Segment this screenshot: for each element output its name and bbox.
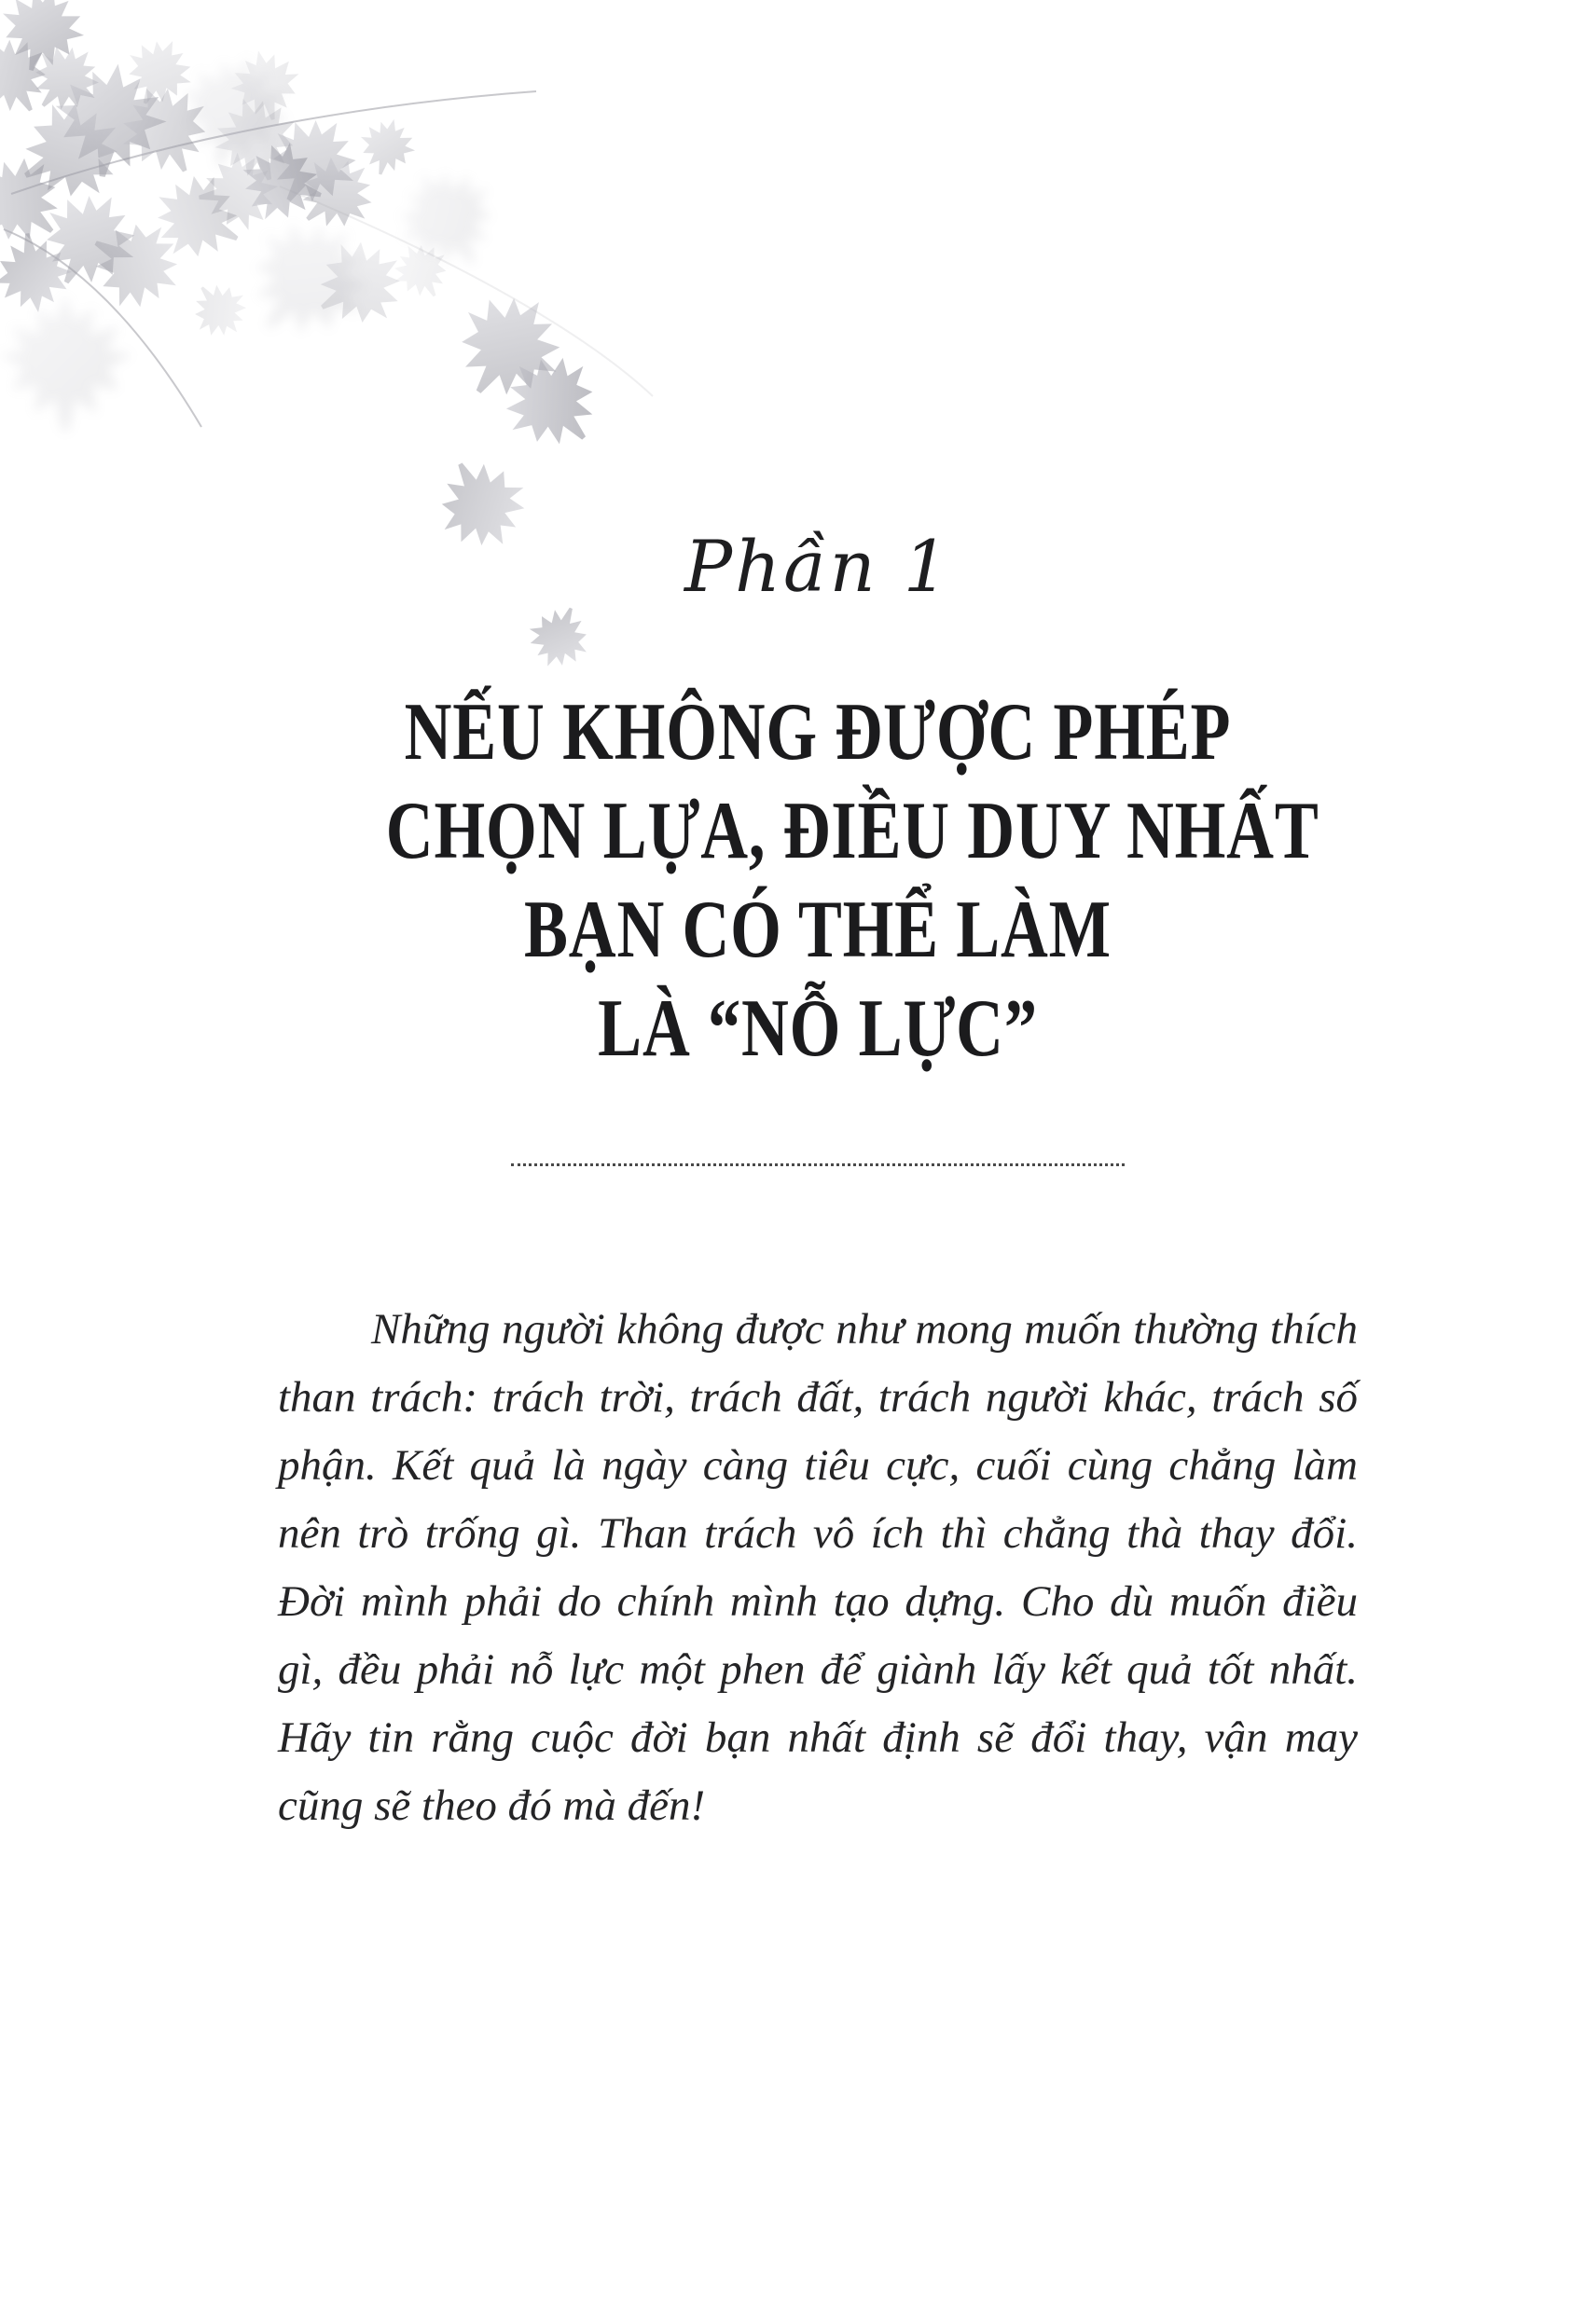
chapter-title-line-4: LÀ “NỖ LỰC”	[598, 983, 1038, 1074]
dotted-divider	[511, 1163, 1125, 1166]
chapter-title-line-2: CHỌN LỰA, ĐIỀU DUY NHẤT	[385, 786, 1319, 876]
chapter-intro-paragraph: Những người không được như mong muốn thường thích than trách: trách trời, trách đất, trách người khác, trách số phận. Kết quả là ngày càng tiêu cực, cuối cùng chẳng làm nên trò trống gì. Than trách vô ích thì chẳng thà thay đổi. Đời mình phải do chính mình tạo dựng. Cho dù muốn điều gì, đều phải nỗ lực một phen để giành lấy kết quả tốt nhất. Hãy tin rằng cuộc đời bạn nhất định sẽ đổi thay, vận may cũng sẽ theo đó mà đến!	[278, 1305, 1358, 1830]
chapter-title-line-3: BẠN CÓ THỂ LÀM	[524, 885, 1112, 975]
text-column	[278, 0, 1358, 2324]
chapter-title-line-1: NẾU KHÔNG ĐƯỢC PHÉP	[404, 687, 1232, 777]
chapter-title	[278, 683, 1358, 1079]
section-number-script: Phần 1	[684, 525, 952, 608]
